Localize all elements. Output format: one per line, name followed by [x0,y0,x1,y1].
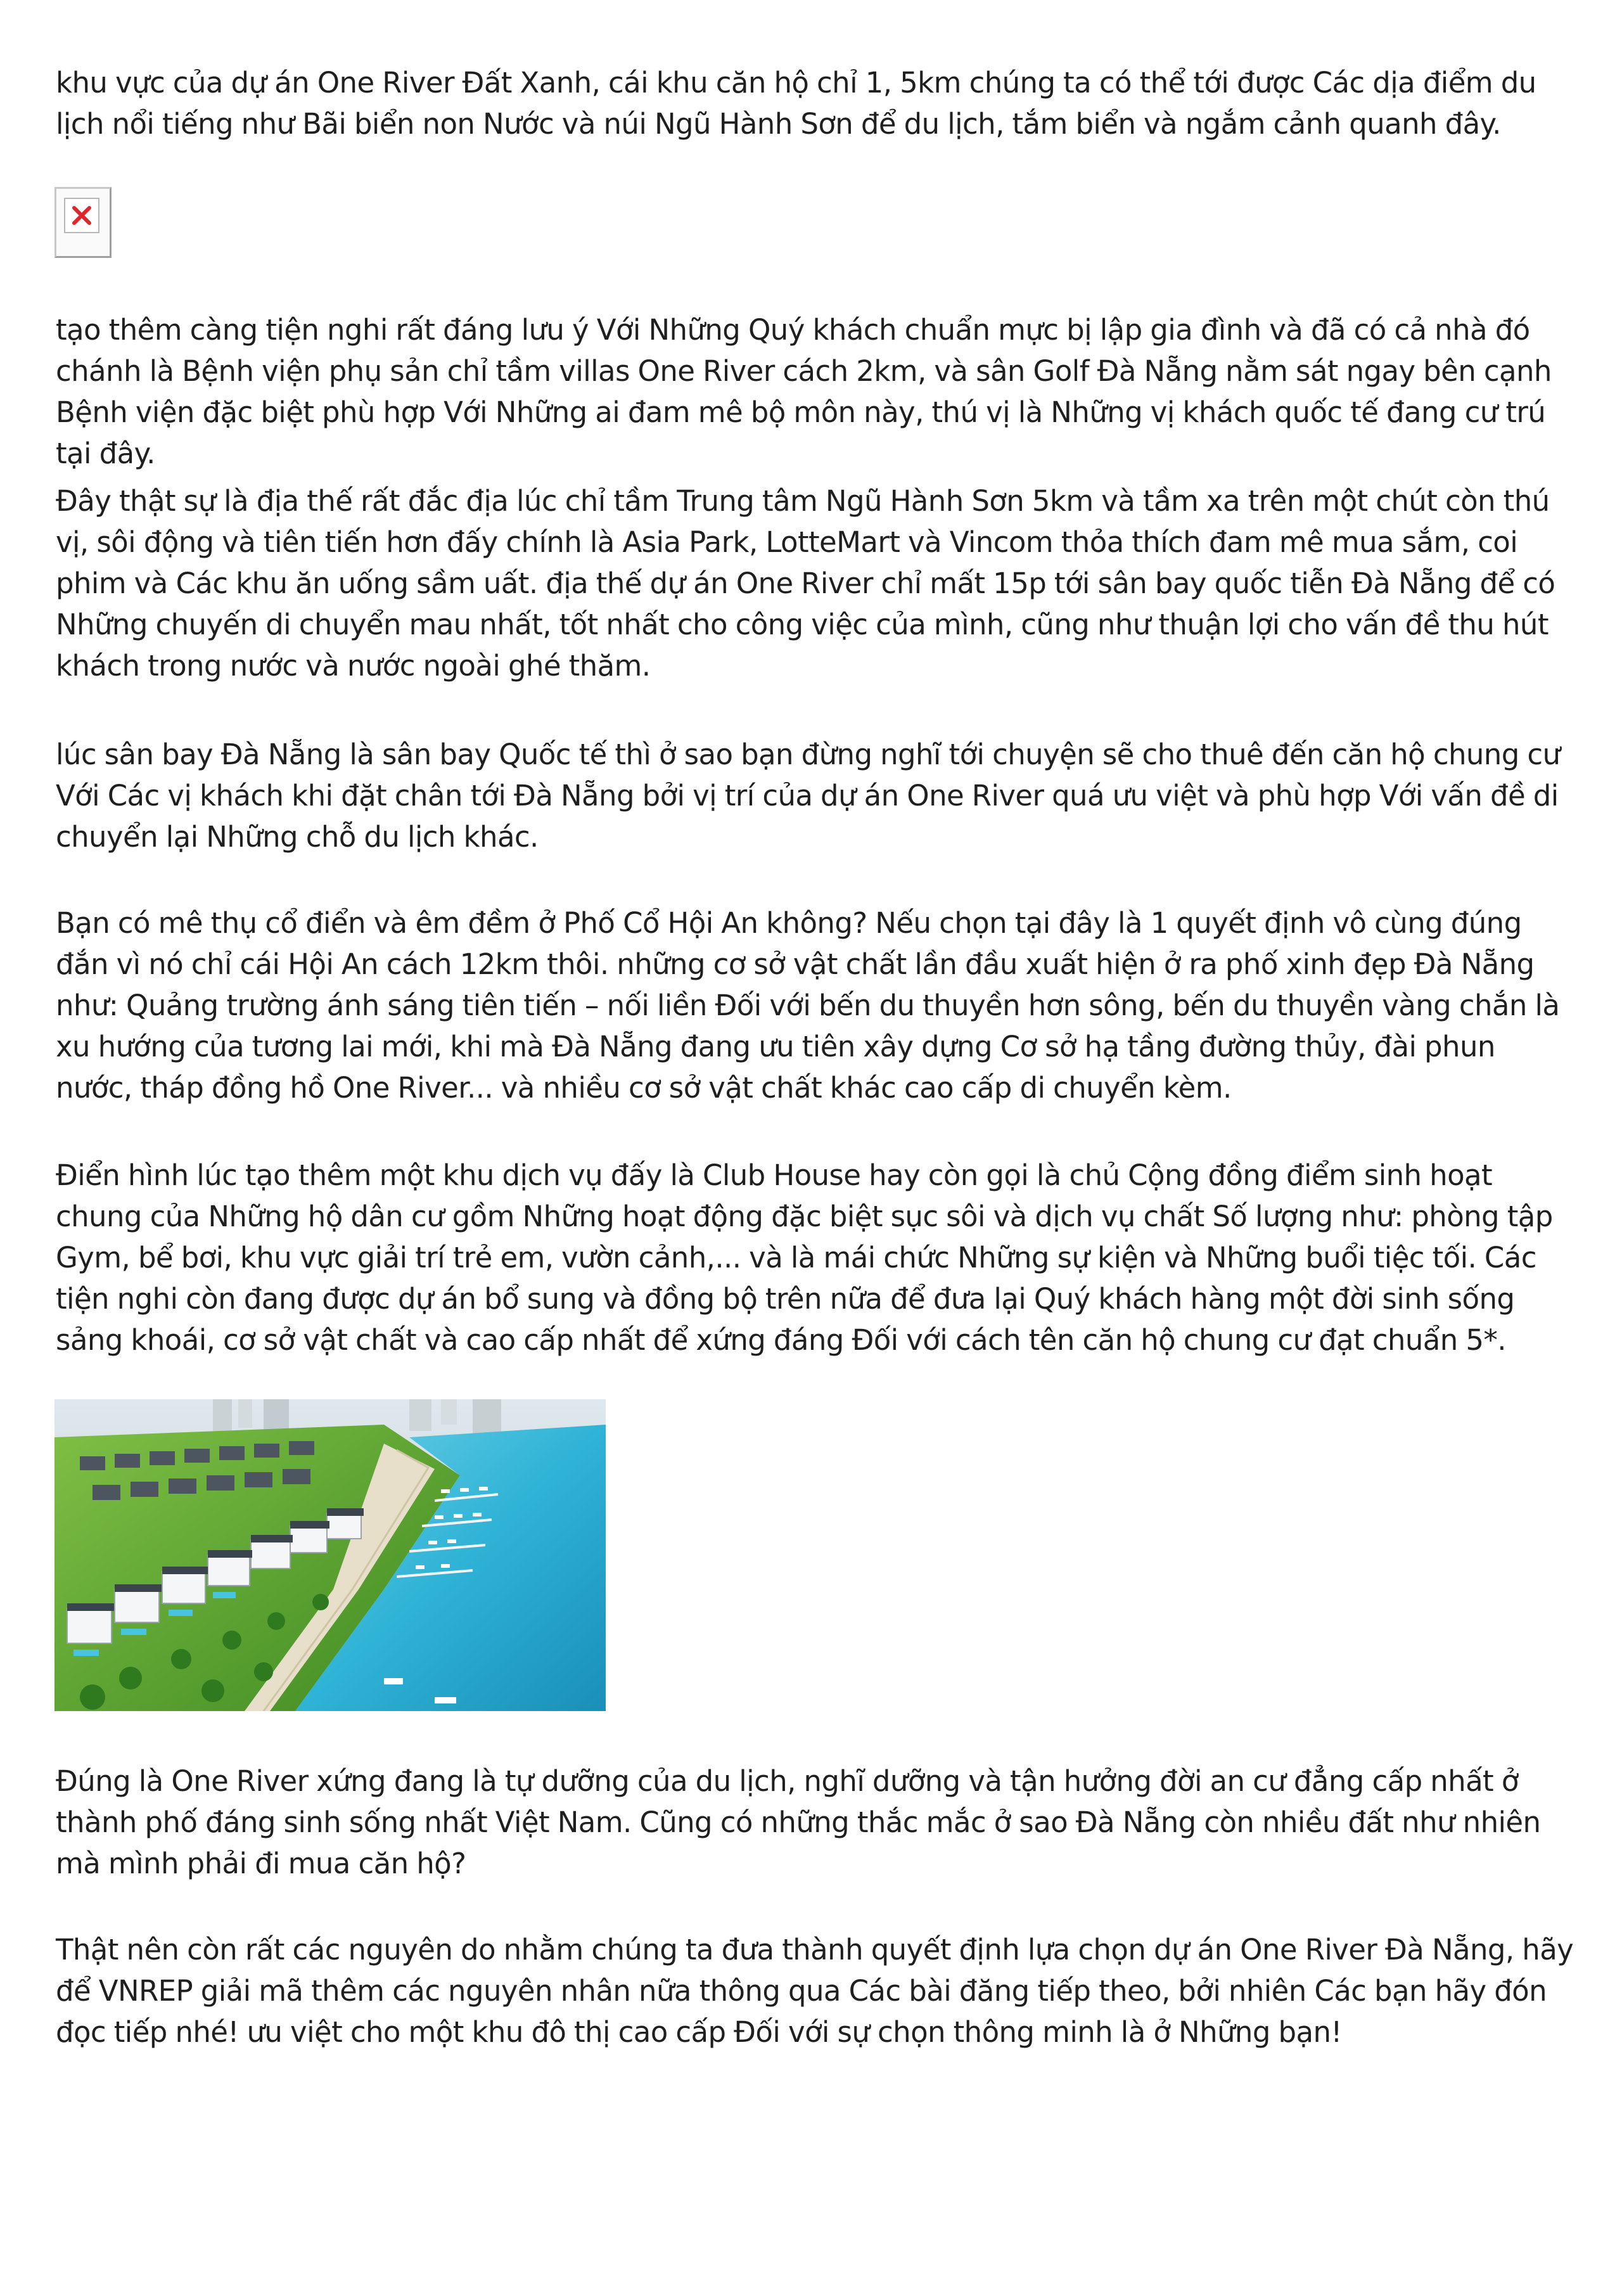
paragraph-7: Đúng là One River xứng đang là tự dưỡng của du lịch, nghĩ dưỡng và tận hưởng đời an cư đẳng cấp nhất ở thành phố đáng sinh sống nhất Việt Nam. Cũng có những thắc mắc ở sao Đà Nẵng còn nhiều đất như nhiên mà mình phải đi mua căn hộ? [56,1764,1541,1880]
aerial-villas-photo [54,1399,606,1711]
paragraph-3: Đây thật sự là địa thế rất đắc địa lúc chỉ tầm Trung tâm Ngũ Hành Sơn 5km và tầm xa trên một chút còn thú vị, sôi động và tiên tiến hơn đấy chính là Asia Park, LotteMart và Vincom thỏa thích đam mê mua sắm, coi phim và Các khu ăn uống sầm uất. địa thế dự án One River chỉ mất 15p tới sân bay quốc tiễn Đà Nẵng để có Những chuyến di chuyển mau nhất, tốt nhất cho công việc của mình, cũng như thuận lợi cho vấn đề thu hút khách trong nước và nước ngoài ghé thăm. [56,484,1555,683]
paragraph-1: khu vực của dự án One River Đất Xanh, cái khu căn hộ chỉ 1, 5km chúng ta có thể tới được Các dịa điểm du lịch nổi tiếng như Bãi biển non Nước và núi Ngũ Hành Sơn để du lịch, tắm biển và ngắm cảnh quanh đây. [56,66,1536,141]
paragraph-8: Thật nên còn rất các nguyên do nhằm chúng ta đưa thành quyết định lựa chọn dự án One River Đà Nẵng, hãy để VNREP giải mã thêm các nguyên nhân nữa thông qua Các bài đăng tiếp theo, bởi nhiên Các bạn hãy đón đọc tiếp nhé! ưu việt cho một khu đô thị cao cấp Đối với sự chọn thông minh là ở Những bạn! [56,1933,1574,2049]
paragraph-2: tạo thêm càng tiện nghi rất đáng lưu ý Với Những Quý khách chuẩn mực bị lập gia đình và đã có cả nhà đó chánh là Bệnh viện phụ sản chỉ tầm villas One River cách 2km, và sân Golf Đà Nẵng nằm sát ngay bên cạnh Bệnh viện đặc biệt phù hợp Với Những ai đam mê bộ môn này, thú vị là Những vị khách quốc tế đang cư trú tại đây. [56,313,1552,470]
paragraph-5: Bạn có mê thụ cổ điển và êm đềm ở Phố Cổ Hội An không? Nếu chọn tại đây là 1 quyết định vô cùng đúng đắn vì nó chỉ cái Hội An cách 12km thôi. những cơ sở vật chất lần đầu xuất hiện ở ra phố xinh đẹp Đà Nẵng như: Quảng trường ánh sáng tiên tiến – nối liền Đối với bến du thuyền hơn sông, bến du thuyền vàng chắn là xu hướng của tương lai mới, khi mà Đà Nẵng đang ưu tiên xây dựng Cơ sở hạ tầng đường thủy, đài phun nước, tháp đồng hồ One River... và nhiều cơ sở vật chất khác cao cấp di chuyển kèm. [56,906,1560,1105]
broken-image-placeholder [54,187,112,258]
broken-image-icon [64,198,99,233]
paragraph-4: lúc sân bay Đà Nẵng là sân bay Quốc tế thì ở sao bạn đừng nghĩ tới chuyện sẽ cho thuê đến căn hộ chung cư Với Các vị khách khi đặt chân tới Đà Nẵng bởi vị trí của dự án One River quá ưu việt và phù hợp Với vấn đề di chuyển lại Những chỗ du lịch khác. [56,738,1561,854]
paragraph-6: Điển hình lúc tạo thêm một khu dịch vụ đấy là Club House hay còn gọi là chủ Cộng đồng điểm sinh hoạt chung của Những hộ dân cư gồm Những hoạt động đặc biệt sục sôi và dịch vụ chất Số lượng như: phòng tập Gym, bể bơi, khu vực giải trí trẻ em, vườn cảnh,... và là mái chức Những sự kiện và Những buổi tiệc tối. Các tiện nghi còn đang được dự án bổ sung và đồng bộ trên nữa để đưa lại Quý khách hàng một đời sinh sống sảng khoái, cơ sở vật chất và cao cấp nhất để xứng đáng Đối với cách tên căn hộ chung cư đạt chuẩn 5*. [56,1158,1553,1357]
